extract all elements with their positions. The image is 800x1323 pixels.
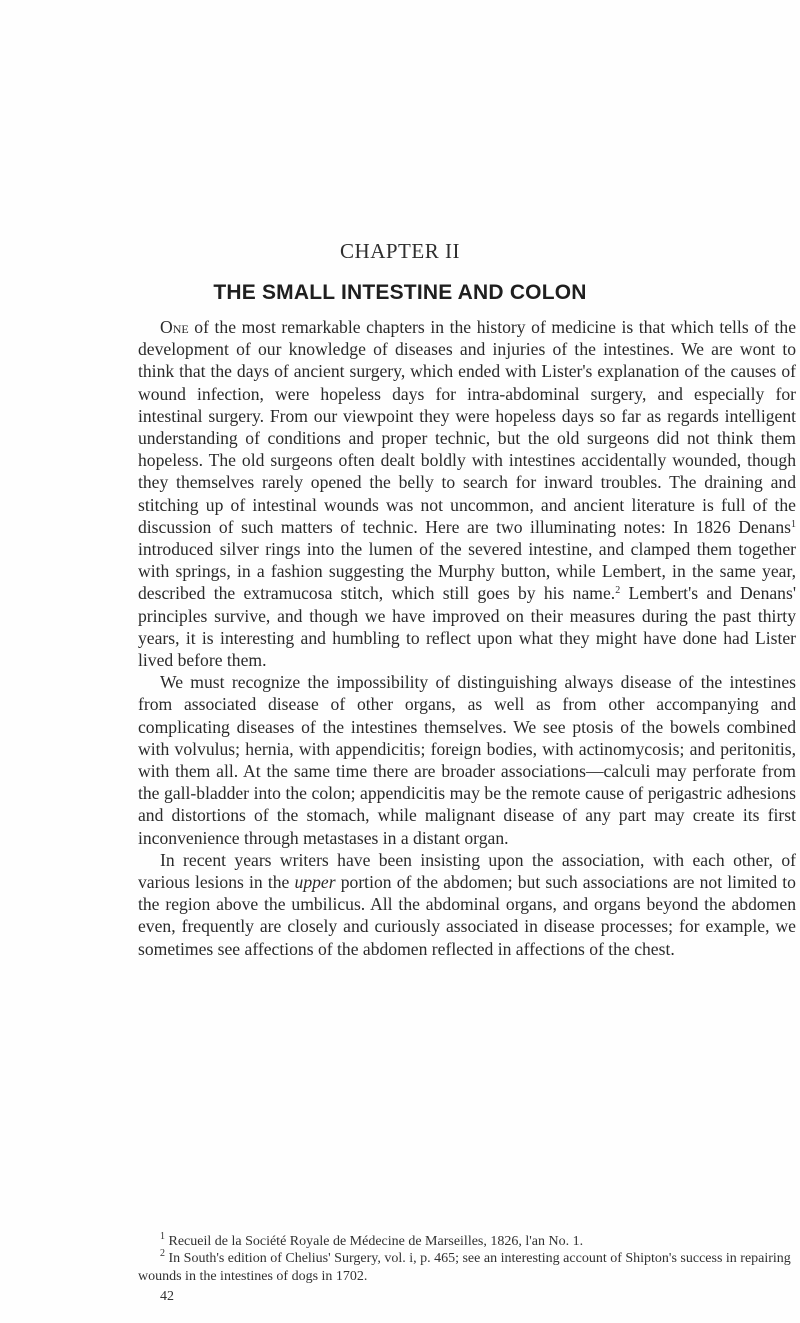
chapter-title: THE SMALL INTESTINE AND COLON	[213, 281, 587, 304]
paragraph-1-text-a: of the most remarkable chapters in the history of medicine is that which tells of the development of our knowledge of diseases and injuries of the intestines. We are wont to think that the days of ancient surgery, which ended with Lister's explanation of the causes of wound infection, were hopeless days for intra-abdominal surgery, and especially for intestinal surgery. From our viewpoint they were hopeless days so far as regards intelligent understanding of conditions and proper technic, but the old surgeons did not think them hopeless. The old surgeons often dealt boldly with intestines accidentally wounded, though they themselves rarely opened the belly to search for inward troubles. The draining and stitching up of intestinal wounds was not uncommon, and ancient literature is full of the discussion of such matters of technic. Here are two illuminating notes: In 1826 Denans	[138, 317, 796, 537]
paragraph-1	[138, 316, 796, 671]
paragraph-3	[138, 849, 796, 960]
footnote-ref-2: 2	[615, 585, 621, 597]
footnote-2-text: In South's edition of Chelius' Surgery, vol. i, p. 465; see an interesting account of Shipton's success in repairing wounds in the intestines of dogs in 1702.	[138, 1251, 791, 1284]
footnote-2-marker: 2	[160, 1248, 165, 1260]
footnote-2	[138, 1250, 796, 1285]
body-text	[138, 316, 796, 960]
paragraph-3-text-a: In recent years writers have been insisting upon the association, with each other, of various lesions in the	[138, 849, 796, 893]
paragraph-1-text-c: Lembert's and Denans' principles survive, and though we have improved on their measures during the past thirty years, it is interesting and humbling to reflect upon what they might have done had Lister lived before them.	[138, 583, 796, 671]
lead-word: One	[160, 317, 189, 337]
paragraph-3-text-b: portion of the abdomen; but such associations are not limited to the region above the umbilicus. All the abdominal organs, and organs beyond the abdomen even, frequently are closely and curiously associated in disease processes; for example, we sometimes see affections of the abdomen reflected in affections of the chest.	[138, 872, 796, 959]
paragraph-2: We must recognize the impossibility of distinguishing always disease of the intestines from associated disease of other organs, as well as from other accompanying and complicating diseases of the intestines themselves. We see ptosis of the bowels combined with volvulus; hernia, with appendicitis; foreign bodies, with actinomycosis; and peritonitis, with them all. At the same time there are broader associations—calculi may perforate from the gall-bladder into the colon; appendicitis may be the remote cause of perigastric adhesions and distortions of the stomach, while malignant disease of any part may create its first inconvenience through metastases in a distant organ.	[138, 672, 796, 848]
footnote-1	[138, 1233, 796, 1250]
chapter-label: CHAPTER II	[340, 239, 460, 263]
footnotes	[138, 1233, 796, 1285]
footnote-1-text: Recueil de la Société Royale de Médecine de Marseilles, 1826, l'an No. 1.	[165, 1234, 584, 1249]
emphasis-upper: upper	[294, 872, 336, 893]
page-number: 42	[160, 1289, 174, 1304]
paragraph-1-text-b: introduced silver rings into the lumen of the severed intestine, and clamped them together with springs, in a fashion suggesting the Murphy button, while Lembert, in the same year, described the extramucosa stitch, which still goes by his name.	[138, 539, 796, 604]
footnote-ref-1: 1	[791, 518, 796, 530]
footnote-1-marker: 1	[160, 1231, 165, 1242]
